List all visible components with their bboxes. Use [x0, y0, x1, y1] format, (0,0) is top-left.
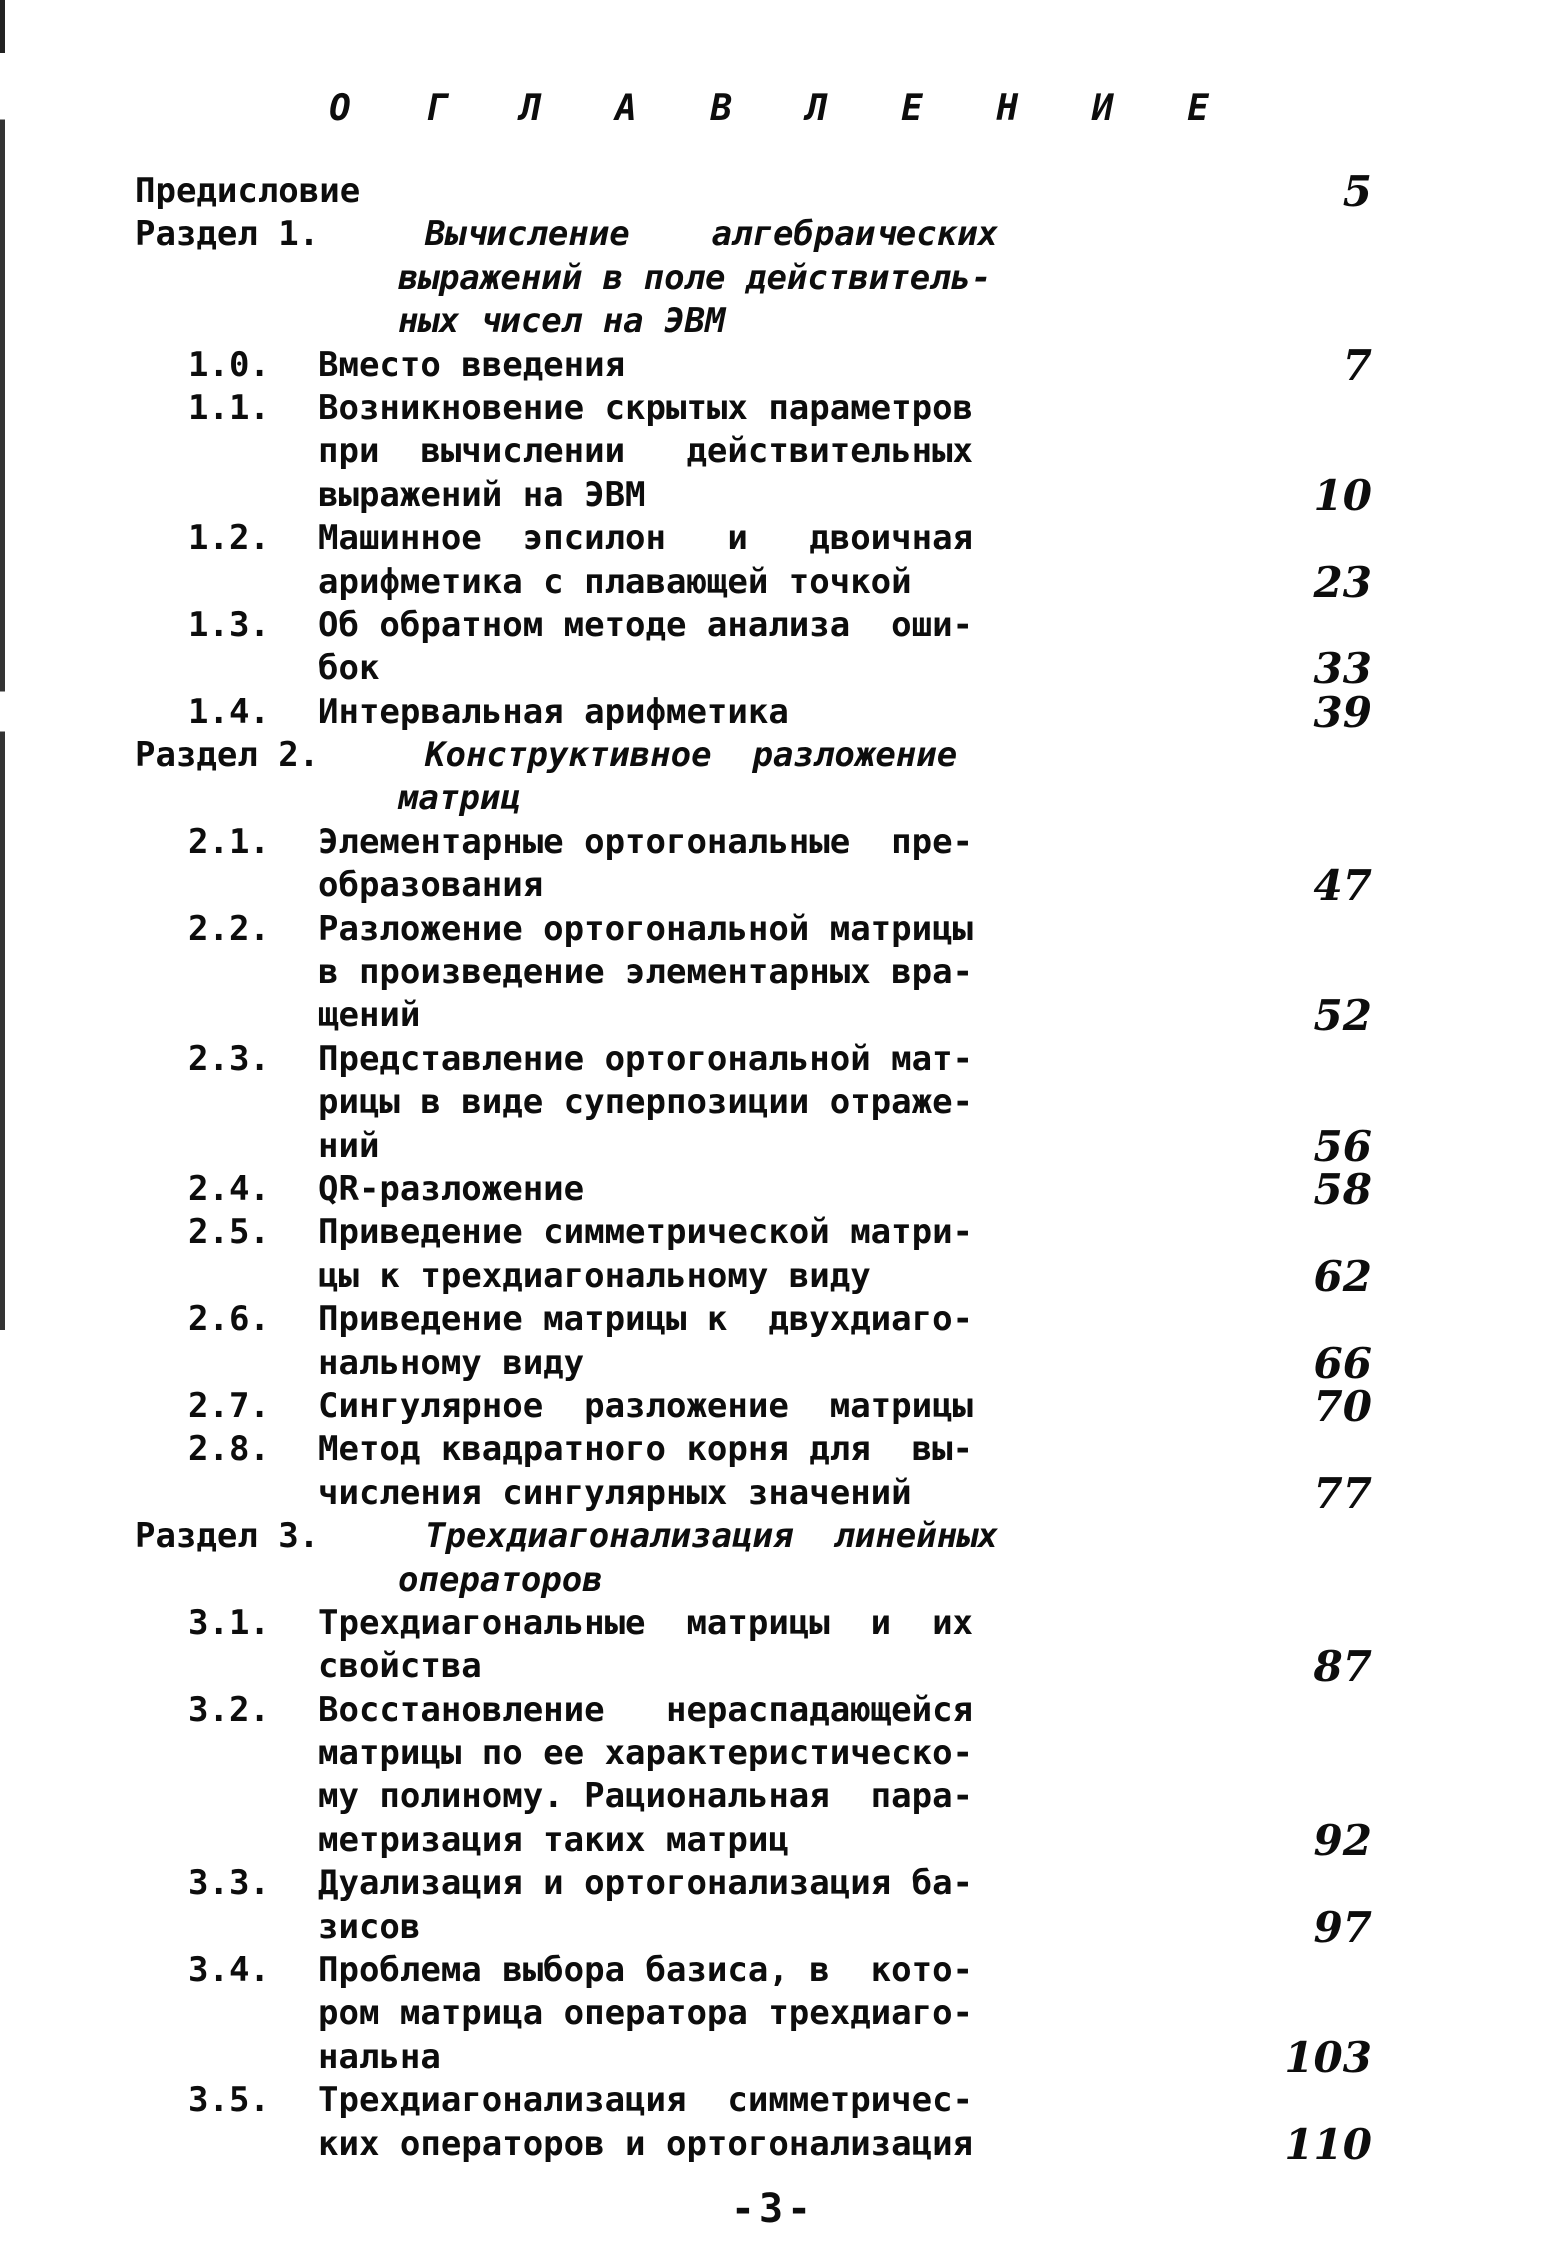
toc-row — [0, 861, 1546, 911]
toc-row-page: 7 — [1342, 340, 1372, 390]
toc-row-number: Раздел 1. — [135, 214, 320, 255]
toc-row-number: 1.3. — [188, 604, 270, 645]
toc-row-title: метризация таких матриц — [318, 1819, 789, 1860]
toc-row-page: 33 — [1313, 644, 1372, 694]
toc-row-title: Интервальная арифметика — [318, 691, 789, 732]
toc-row-number: 2.2. — [188, 908, 270, 949]
toc-row-title: матрицы по ее характеристическо- — [318, 1733, 974, 1774]
toc-row — [0, 1468, 1546, 1518]
toc-row — [0, 1732, 1546, 1775]
toc-row-title: Представление ортогональной мат- — [318, 1038, 974, 1079]
toc-row-page: 70 — [1313, 1381, 1372, 1431]
toc-row — [0, 644, 1546, 694]
toc-row-number: 3.3. — [188, 1863, 270, 1904]
toc-row-title: образования — [318, 865, 544, 906]
toc-row — [0, 908, 1546, 951]
toc-row-title: Об обратном методе анализа оши- — [318, 604, 974, 645]
toc-row-page: 5 — [1342, 167, 1372, 216]
toc-row-title: Сингулярное разложение матрицы — [318, 1385, 974, 1426]
toc-row-page: 66 — [1313, 1338, 1372, 1388]
toc-row-page: 87 — [1313, 1642, 1372, 1692]
toc-row-title: Элементарные ортогональные пре- — [318, 821, 974, 862]
toc-row-title: Вычисление алгебраических — [425, 214, 999, 255]
toc-row-title: выражений на ЭВМ — [318, 474, 646, 515]
toc-row — [0, 340, 1546, 390]
toc-row-page: 110 — [1284, 2119, 1372, 2169]
toc-row — [0, 777, 1546, 820]
toc-row-title: Конструктивное разложение — [425, 735, 958, 776]
toc-row-number: 1.4. — [188, 691, 270, 732]
toc-row — [0, 1602, 1546, 1645]
toc-row-title: щений — [318, 995, 421, 1036]
toc-row-title: Вместо введения — [318, 344, 626, 385]
toc-row-page: 23 — [1313, 557, 1372, 607]
toc-row — [0, 517, 1546, 560]
toc-row-title: свойства — [318, 1646, 482, 1687]
toc-row-page: 47 — [1313, 861, 1372, 911]
toc-row — [0, 1949, 1546, 1992]
toc-row-title: Возникновение скрытых параметров — [318, 387, 974, 428]
toc-row-title: рицы в виде суперпозиции отраже- — [318, 1082, 974, 1123]
toc-row-page: 97 — [1313, 1902, 1372, 1952]
toc-row-page: 58 — [1313, 1164, 1372, 1214]
toc-row-title: Трехдиагональные матрицы и их — [318, 1602, 974, 1643]
toc-row — [0, 1081, 1546, 1124]
toc-row — [0, 1251, 1546, 1301]
toc-row — [0, 951, 1546, 994]
toc-row-title: ких операторов и ортогонализация — [318, 2123, 974, 2164]
toc-row — [0, 1815, 1546, 1865]
toc-row-title: ром матрица оператора трехдиаго- — [318, 1993, 974, 2034]
toc-row-title: нальному виду — [318, 1342, 585, 1383]
toc-row-title: Дуализация и ортогонализация ба- — [318, 1863, 974, 1904]
toc-row-page: 52 — [1313, 991, 1372, 1041]
toc-row — [0, 430, 1546, 473]
toc-row-title: Машинное эпсилон и двоичная — [318, 518, 974, 559]
toc-row — [0, 687, 1546, 737]
toc-row-number: 3.5. — [188, 2080, 270, 2121]
toc-row-number: 3.4. — [188, 1950, 270, 1991]
toc-row-title: Трехдиагонализация симметричес- — [318, 2080, 974, 2121]
toc-row-title: при вычислении действительных — [318, 431, 974, 472]
toc-row-title: Приведение симметрической матри- — [318, 1212, 974, 1253]
toc-row — [0, 1211, 1546, 1254]
toc-row — [0, 300, 1546, 343]
toc-row-title: арифметика с плавающей точкой — [318, 561, 912, 602]
toc-row-title: нальна — [318, 2036, 441, 2077]
toc-row — [0, 2079, 1546, 2122]
toc-row — [0, 167, 1546, 216]
toc-row-page: 56 — [1313, 1121, 1372, 1171]
toc-row-page: 103 — [1284, 2032, 1372, 2082]
toc-row-page: 62 — [1313, 1251, 1372, 1301]
toc-row — [0, 470, 1546, 520]
toc-row-title: му полиному. Рациональная пара- — [318, 1776, 974, 1817]
toc-row-title: Предисловие — [135, 171, 361, 211]
toc-row — [0, 821, 1546, 864]
toc-row-number: 1.1. — [188, 387, 270, 428]
table-of-contents — [0, 167, 1546, 2169]
toc-row-title: выражений в поле действитель- — [398, 257, 992, 298]
toc-row-title: Восстановление нераспадающейся — [318, 1689, 974, 1730]
toc-row — [0, 2119, 1546, 2169]
toc-row-page: 77 — [1313, 1468, 1372, 1518]
toc-row-title: Проблема выбора базиса, в кото- — [318, 1950, 974, 1991]
toc-row — [0, 1338, 1546, 1388]
page-number: -3- — [730, 2186, 816, 2232]
toc-row-number: 2.8. — [188, 1429, 270, 1470]
toc-row-title: ний — [318, 1125, 380, 1166]
toc-row-title: зисов — [318, 1906, 421, 1947]
toc-row-title: бок — [318, 648, 380, 689]
toc-row — [0, 1038, 1546, 1081]
toc-row — [0, 1515, 1546, 1558]
page-title: О Г Л А В Л Е Н И Е — [329, 88, 1235, 129]
toc-row-title: числения сингулярных значений — [318, 1472, 912, 1513]
toc-row-number: 2.1. — [188, 821, 270, 862]
toc-row-number: 3.2. — [188, 1689, 270, 1730]
toc-row-title: Метод квадратного корня для вы- — [318, 1429, 974, 1470]
toc-row-number: 2.4. — [188, 1168, 270, 1209]
toc-row-title: Разложение ортогональной матрицы — [318, 908, 974, 949]
toc-row — [0, 213, 1546, 256]
toc-row — [0, 1992, 1546, 2035]
toc-row — [0, 1689, 1546, 1732]
toc-row — [0, 604, 1546, 647]
toc-row — [0, 991, 1546, 1041]
toc-row-title: Приведение матрицы к двухдиаго- — [318, 1299, 974, 1340]
toc-row-number: 1.2. — [188, 518, 270, 559]
toc-row — [0, 1164, 1546, 1214]
toc-row-title: ных чисел на ЭВМ — [398, 301, 726, 342]
toc-row — [0, 2032, 1546, 2082]
toc-row-title: QR-разложение — [318, 1168, 585, 1209]
toc-row-number: Раздел 2. — [135, 735, 320, 776]
toc-row — [0, 1642, 1546, 1692]
toc-row-title: Трехдиагонализация линейных — [425, 1516, 999, 1557]
toc-row — [0, 1775, 1546, 1818]
toc-row-page: 10 — [1313, 470, 1372, 520]
toc-row-number: 3.1. — [188, 1602, 270, 1643]
toc-row-number: 1.0. — [188, 344, 270, 385]
toc-row — [0, 1121, 1546, 1171]
toc-row — [0, 387, 1546, 430]
toc-row — [0, 1298, 1546, 1341]
toc-row-number: 2.6. — [188, 1299, 270, 1340]
toc-row — [0, 1559, 1546, 1602]
toc-row — [0, 557, 1546, 607]
toc-row — [0, 1428, 1546, 1471]
toc-row-number: 2.3. — [188, 1038, 270, 1079]
toc-row — [0, 1902, 1546, 1952]
toc-row-page: 92 — [1313, 1815, 1372, 1865]
toc-row — [0, 734, 1546, 777]
toc-row-page: 39 — [1313, 687, 1372, 737]
toc-row-title: операторов — [398, 1559, 603, 1600]
toc-row-number: Раздел 3. — [135, 1516, 320, 1557]
toc-row — [0, 1862, 1546, 1905]
toc-row — [0, 1381, 1546, 1431]
toc-row-title: матриц — [398, 778, 521, 819]
toc-row — [0, 257, 1546, 300]
toc-row-title: цы к трехдиагональному виду — [318, 1255, 871, 1296]
toc-row-title: в произведение элементарных вра- — [318, 952, 974, 993]
toc-row-number: 2.5. — [188, 1212, 270, 1253]
toc-row-number: 2.7. — [188, 1385, 270, 1426]
